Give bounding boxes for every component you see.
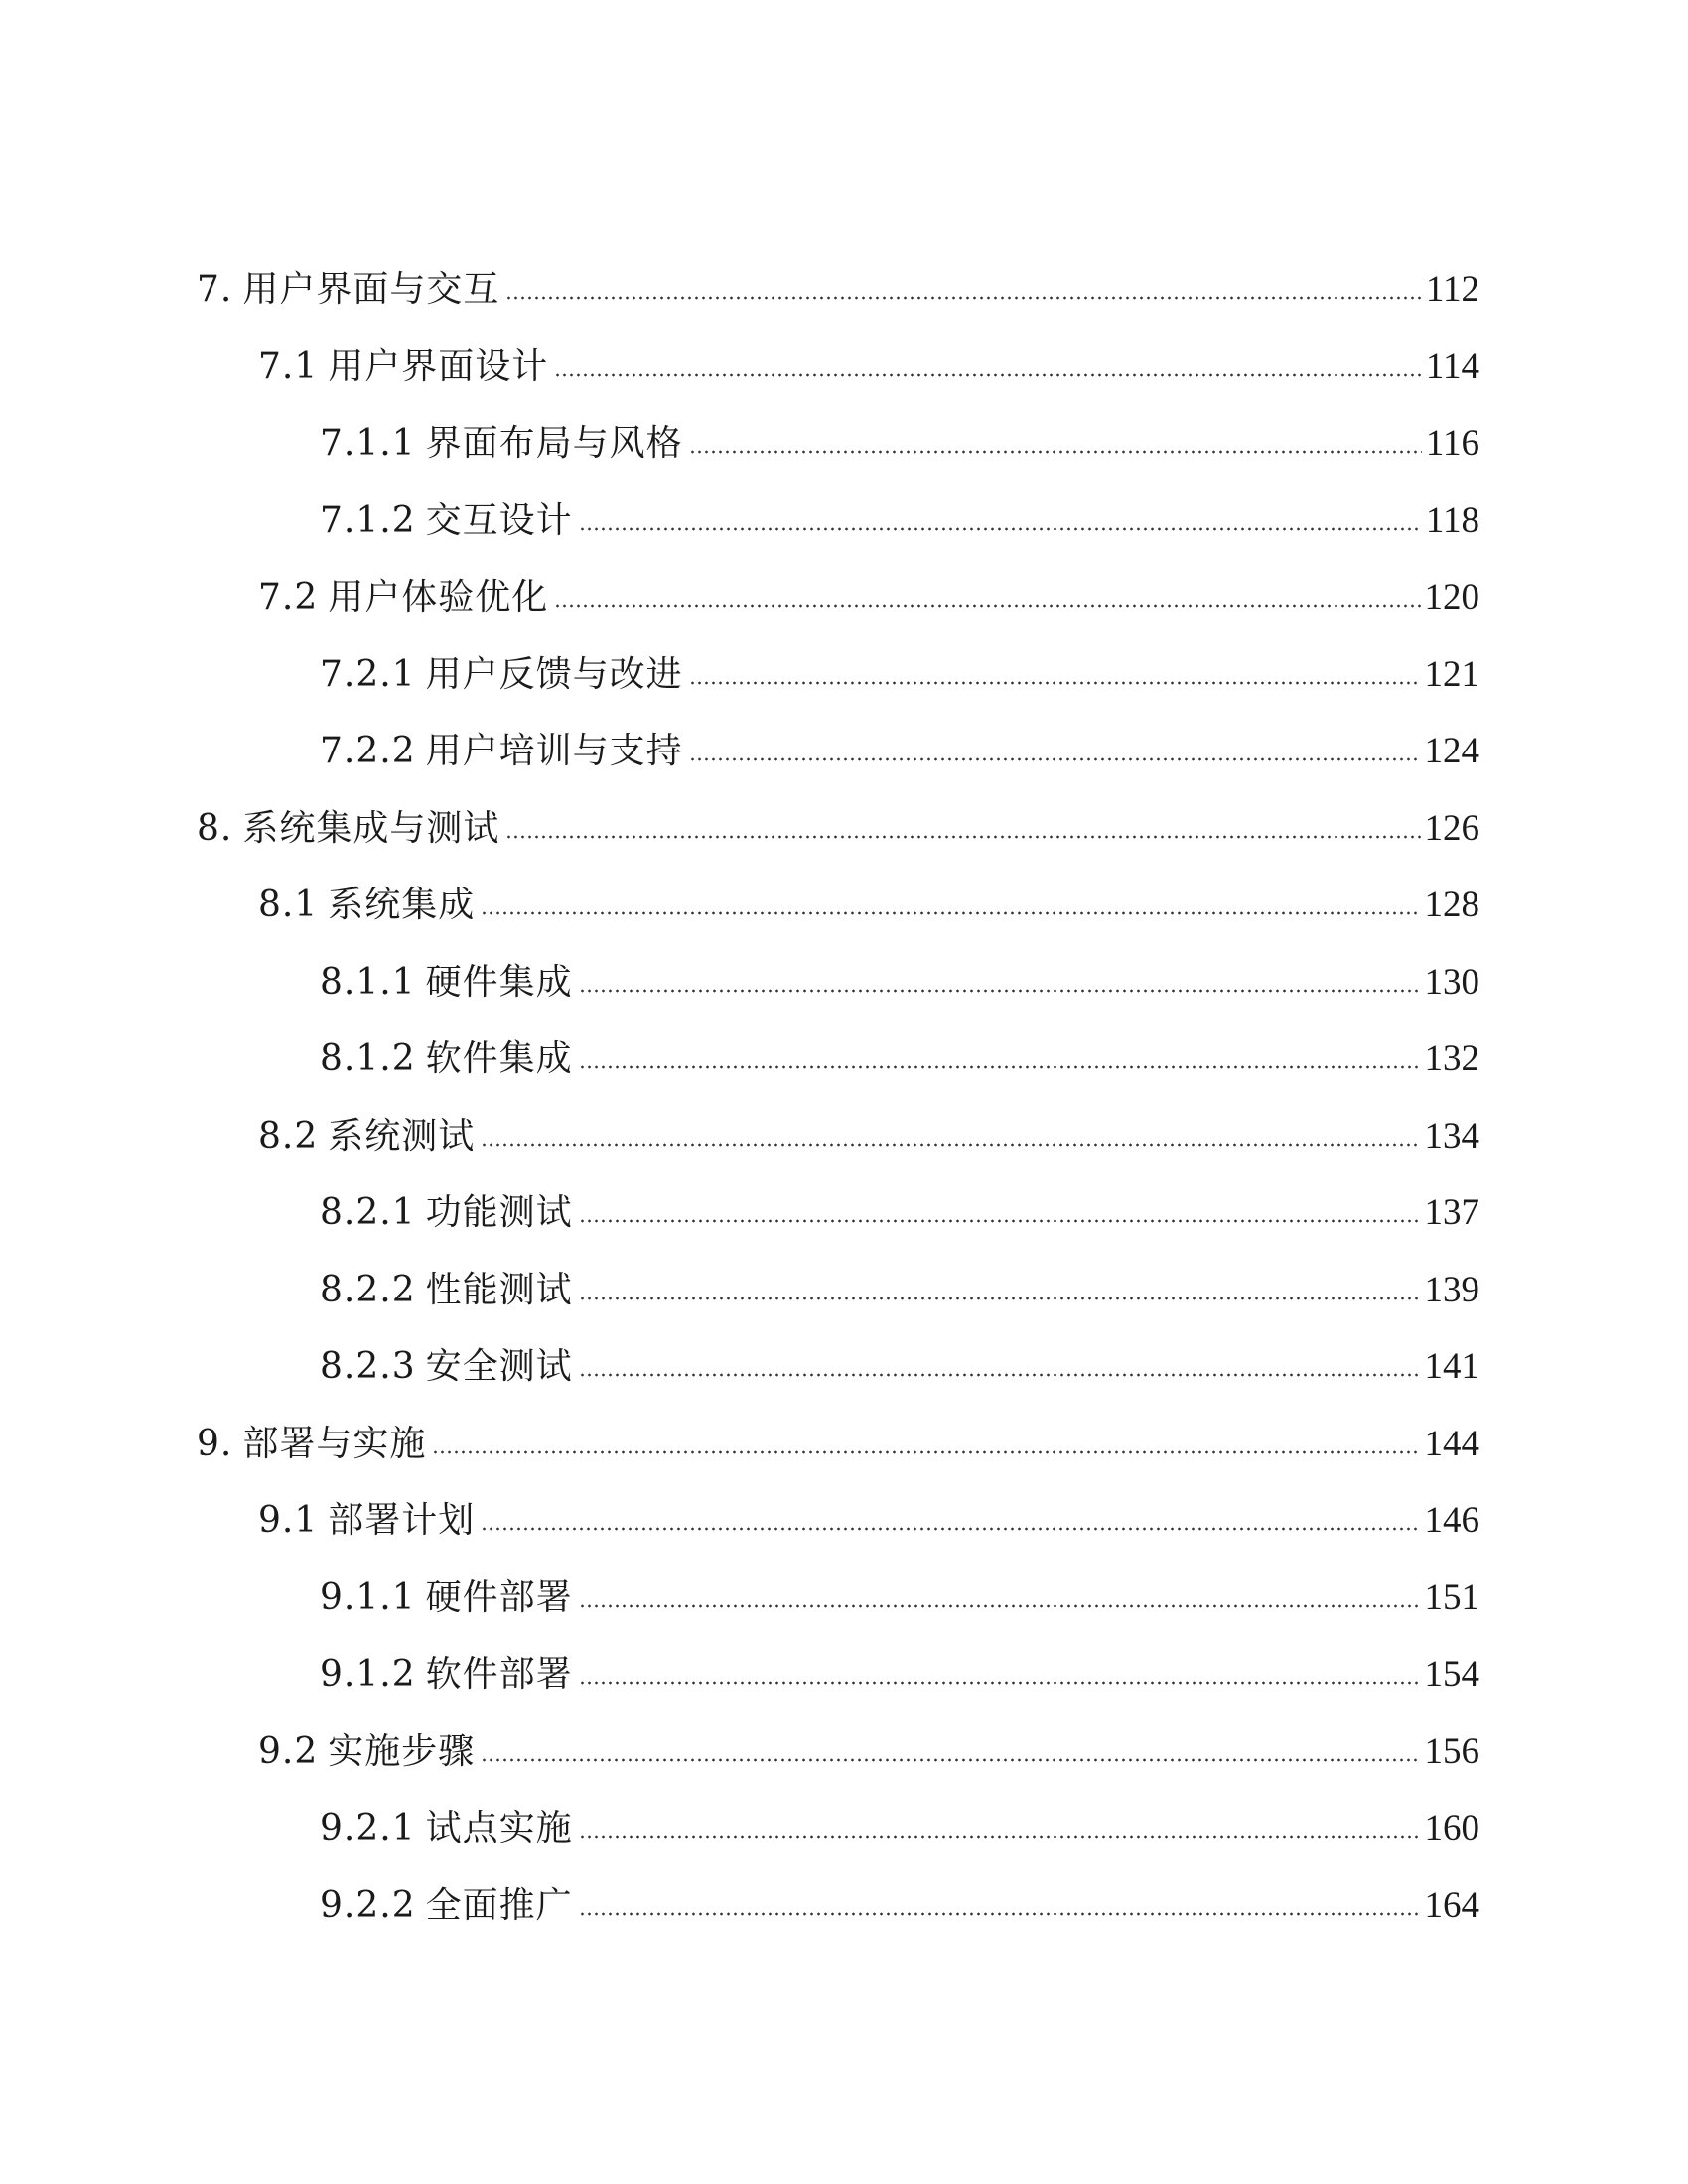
dot-leader	[579, 1063, 1421, 1071]
dot-leader	[481, 1525, 1420, 1533]
toc-entry-text: 系统测试	[328, 1116, 476, 1157]
toc-entry-number: 7.1.2	[320, 500, 416, 541]
toc-entry-title	[197, 808, 500, 849]
dot-leader	[554, 602, 1420, 610]
toc-entry-number: 8.1	[258, 885, 319, 925]
toc-entry-page: 132	[1424, 1038, 1479, 1079]
toc-entry-number: 8.2.2	[320, 1270, 416, 1310]
toc-entry-8-2-3[interactable]	[320, 1325, 1479, 1385]
dot-leader	[579, 1679, 1421, 1687]
toc-entry-number: 8.2.1	[320, 1192, 416, 1233]
dot-leader	[579, 987, 1421, 995]
dot-leader	[579, 1217, 1421, 1225]
toc-entry-9-1-1[interactable]	[320, 1557, 1479, 1616]
toc-entry-9-1-2[interactable]	[320, 1633, 1479, 1693]
toc-entry-page: 114	[1425, 346, 1479, 387]
toc-entry-page: 118	[1425, 500, 1479, 541]
toc-entry-page: 112	[1425, 269, 1479, 310]
toc-entry-title	[258, 1116, 476, 1157]
toc-entry-text: 用户培训与支持	[425, 731, 683, 771]
toc-entry-text: 软件集成	[425, 1038, 573, 1079]
toc-entry-page: 126	[1424, 808, 1479, 849]
toc-entry-9-2-1[interactable]	[320, 1787, 1479, 1846]
toc-entry-7[interactable]	[197, 248, 1479, 308]
toc-entry-number: 7.2.1	[320, 654, 416, 695]
dot-leader	[579, 1295, 1421, 1302]
toc-entry-8-1-2[interactable]	[320, 1018, 1479, 1077]
toc-entry-page: 151	[1424, 1577, 1479, 1618]
toc-entry-page: 156	[1424, 1731, 1479, 1772]
toc-entry-9-1[interactable]	[258, 1479, 1479, 1539]
toc-entry-9[interactable]	[197, 1403, 1479, 1462]
toc-entry-text: 部署计划	[328, 1500, 476, 1541]
dot-leader	[481, 1756, 1420, 1764]
toc-entry-number: 7.2	[258, 577, 319, 617]
toc-entry-title	[258, 1731, 476, 1772]
toc-entry-page: 160	[1424, 1808, 1479, 1848]
toc-entry-7-1-1[interactable]	[320, 402, 1479, 462]
toc-entry-text: 硬件集成	[425, 962, 573, 1003]
toc-entry-title	[197, 1424, 427, 1464]
toc-entry-title	[320, 1808, 573, 1848]
toc-entry-text: 用户界面与交互	[242, 269, 500, 310]
toc-entry-text: 性能测试	[425, 1270, 573, 1310]
dot-leader	[505, 294, 1421, 302]
toc-entry-number: 8.2.3	[320, 1346, 416, 1387]
toc-entry-number: 9.1	[258, 1500, 319, 1541]
toc-entry-7-1[interactable]	[258, 326, 1479, 385]
toc-entry-7-1-2[interactable]	[320, 479, 1479, 539]
toc-entry-number: 8.1.1	[320, 962, 416, 1003]
dot-leader	[505, 833, 1420, 841]
toc-entry-page: 134	[1424, 1116, 1479, 1157]
toc-entry-page: 146	[1424, 1500, 1479, 1541]
toc-entry-page: 116	[1425, 423, 1479, 464]
toc-entry-title	[320, 962, 573, 1003]
toc-entry-title	[320, 1885, 573, 1926]
toc-entry-number: 7.1.1	[320, 423, 416, 464]
toc-entry-title	[258, 577, 549, 617]
toc-entry-title	[320, 1038, 573, 1079]
toc-entry-title	[320, 1192, 573, 1233]
dot-leader	[579, 1371, 1421, 1379]
toc-entry-7-2-1[interactable]	[320, 633, 1479, 693]
toc-entry-page: 141	[1424, 1346, 1479, 1387]
toc-entry-text: 硬件部署	[425, 1577, 573, 1618]
toc-entry-8-1-1[interactable]	[320, 941, 1479, 1001]
toc-entry-text: 界面布局与风格	[425, 423, 683, 464]
dot-leader	[689, 679, 1421, 687]
toc-entry-number: 9.	[197, 1424, 233, 1464]
dot-leader	[481, 909, 1420, 917]
toc-entry-page: 144	[1424, 1424, 1479, 1464]
toc-entry-page: 120	[1424, 577, 1479, 617]
toc-entry-8-1[interactable]	[258, 864, 1479, 923]
dot-leader	[579, 525, 1422, 533]
dot-leader	[579, 1910, 1421, 1918]
dot-leader	[481, 1141, 1420, 1149]
toc-entry-page: 130	[1424, 962, 1479, 1003]
toc-entry-number: 8.	[197, 808, 233, 849]
dot-leader	[579, 1602, 1421, 1610]
toc-entry-text: 系统集成与测试	[242, 808, 500, 849]
dot-leader	[554, 371, 1422, 379]
toc-entry-7-2[interactable]	[258, 556, 1479, 615]
dot-leader	[432, 1448, 1420, 1456]
toc-entry-title	[320, 731, 683, 771]
toc-entry-text: 实施步骤	[328, 1731, 476, 1772]
toc-entry-7-2-2[interactable]	[320, 710, 1479, 769]
toc-entry-title	[258, 346, 549, 387]
toc-entry-number: 9.2	[258, 1731, 319, 1772]
toc-entry-title	[320, 500, 573, 541]
toc-entry-title	[320, 1346, 573, 1387]
toc-entry-text: 交互设计	[425, 500, 573, 541]
toc-entry-number: 9.2.1	[320, 1808, 416, 1848]
toc-entry-number: 7.2.2	[320, 731, 416, 771]
toc-entry-9-2[interactable]	[258, 1710, 1479, 1770]
toc-entry-text: 功能测试	[425, 1192, 573, 1233]
toc-entry-page: 124	[1424, 731, 1479, 771]
toc-entry-8-2-2[interactable]	[320, 1249, 1479, 1308]
toc-entry-title	[258, 1500, 476, 1541]
toc-entry-text: 部署与实施	[242, 1424, 427, 1464]
toc-entry-page: 154	[1424, 1654, 1479, 1695]
dot-leader	[689, 755, 1421, 763]
toc-entry-title	[320, 1654, 573, 1695]
toc-entry-number: 7.	[197, 269, 233, 310]
toc-entry-text: 用户界面设计	[328, 346, 549, 387]
dot-leader	[579, 1833, 1421, 1841]
toc-entry-page: 139	[1424, 1270, 1479, 1310]
toc-entry-number: 9.2.2	[320, 1885, 416, 1926]
toc-entry-text: 全面推广	[425, 1885, 573, 1926]
toc-entry-number: 9.1.1	[320, 1577, 416, 1618]
toc-entry-8-2[interactable]	[258, 1095, 1479, 1155]
toc-entry-page: 128	[1424, 885, 1479, 925]
toc-entry-text: 用户体验优化	[328, 577, 549, 617]
toc-entry-text: 软件部署	[425, 1654, 573, 1695]
toc-entry-page: 137	[1424, 1192, 1479, 1233]
toc-entry-title	[320, 654, 683, 695]
toc-entry-number: 8.2	[258, 1116, 319, 1157]
toc-entry-title	[258, 887, 475, 923]
toc-entry-page: 164	[1424, 1885, 1479, 1926]
dot-leader	[689, 448, 1422, 456]
toc-entry-text: 用户反馈与改进	[425, 654, 683, 695]
toc-entry-number: 8.1.2	[320, 1038, 416, 1079]
toc-entry-title	[320, 1270, 573, 1310]
toc-entry-8-2-1[interactable]	[320, 1171, 1479, 1231]
toc-entry-number: 7.1	[258, 346, 319, 387]
toc-entry-text: 安全测试	[425, 1346, 573, 1387]
toc-entry-8[interactable]	[197, 787, 1479, 847]
toc-entry-text: 系统集成	[328, 885, 476, 925]
toc-entry-text: 试点实施	[425, 1808, 573, 1848]
toc-entry-title	[320, 423, 683, 464]
toc-entry-9-2-2[interactable]	[320, 1864, 1479, 1924]
toc-entry-number: 9.1.2	[320, 1654, 416, 1695]
toc-entry-title	[320, 1577, 573, 1618]
toc-entry-title	[197, 269, 500, 310]
toc-entry-page: 121	[1424, 654, 1479, 695]
